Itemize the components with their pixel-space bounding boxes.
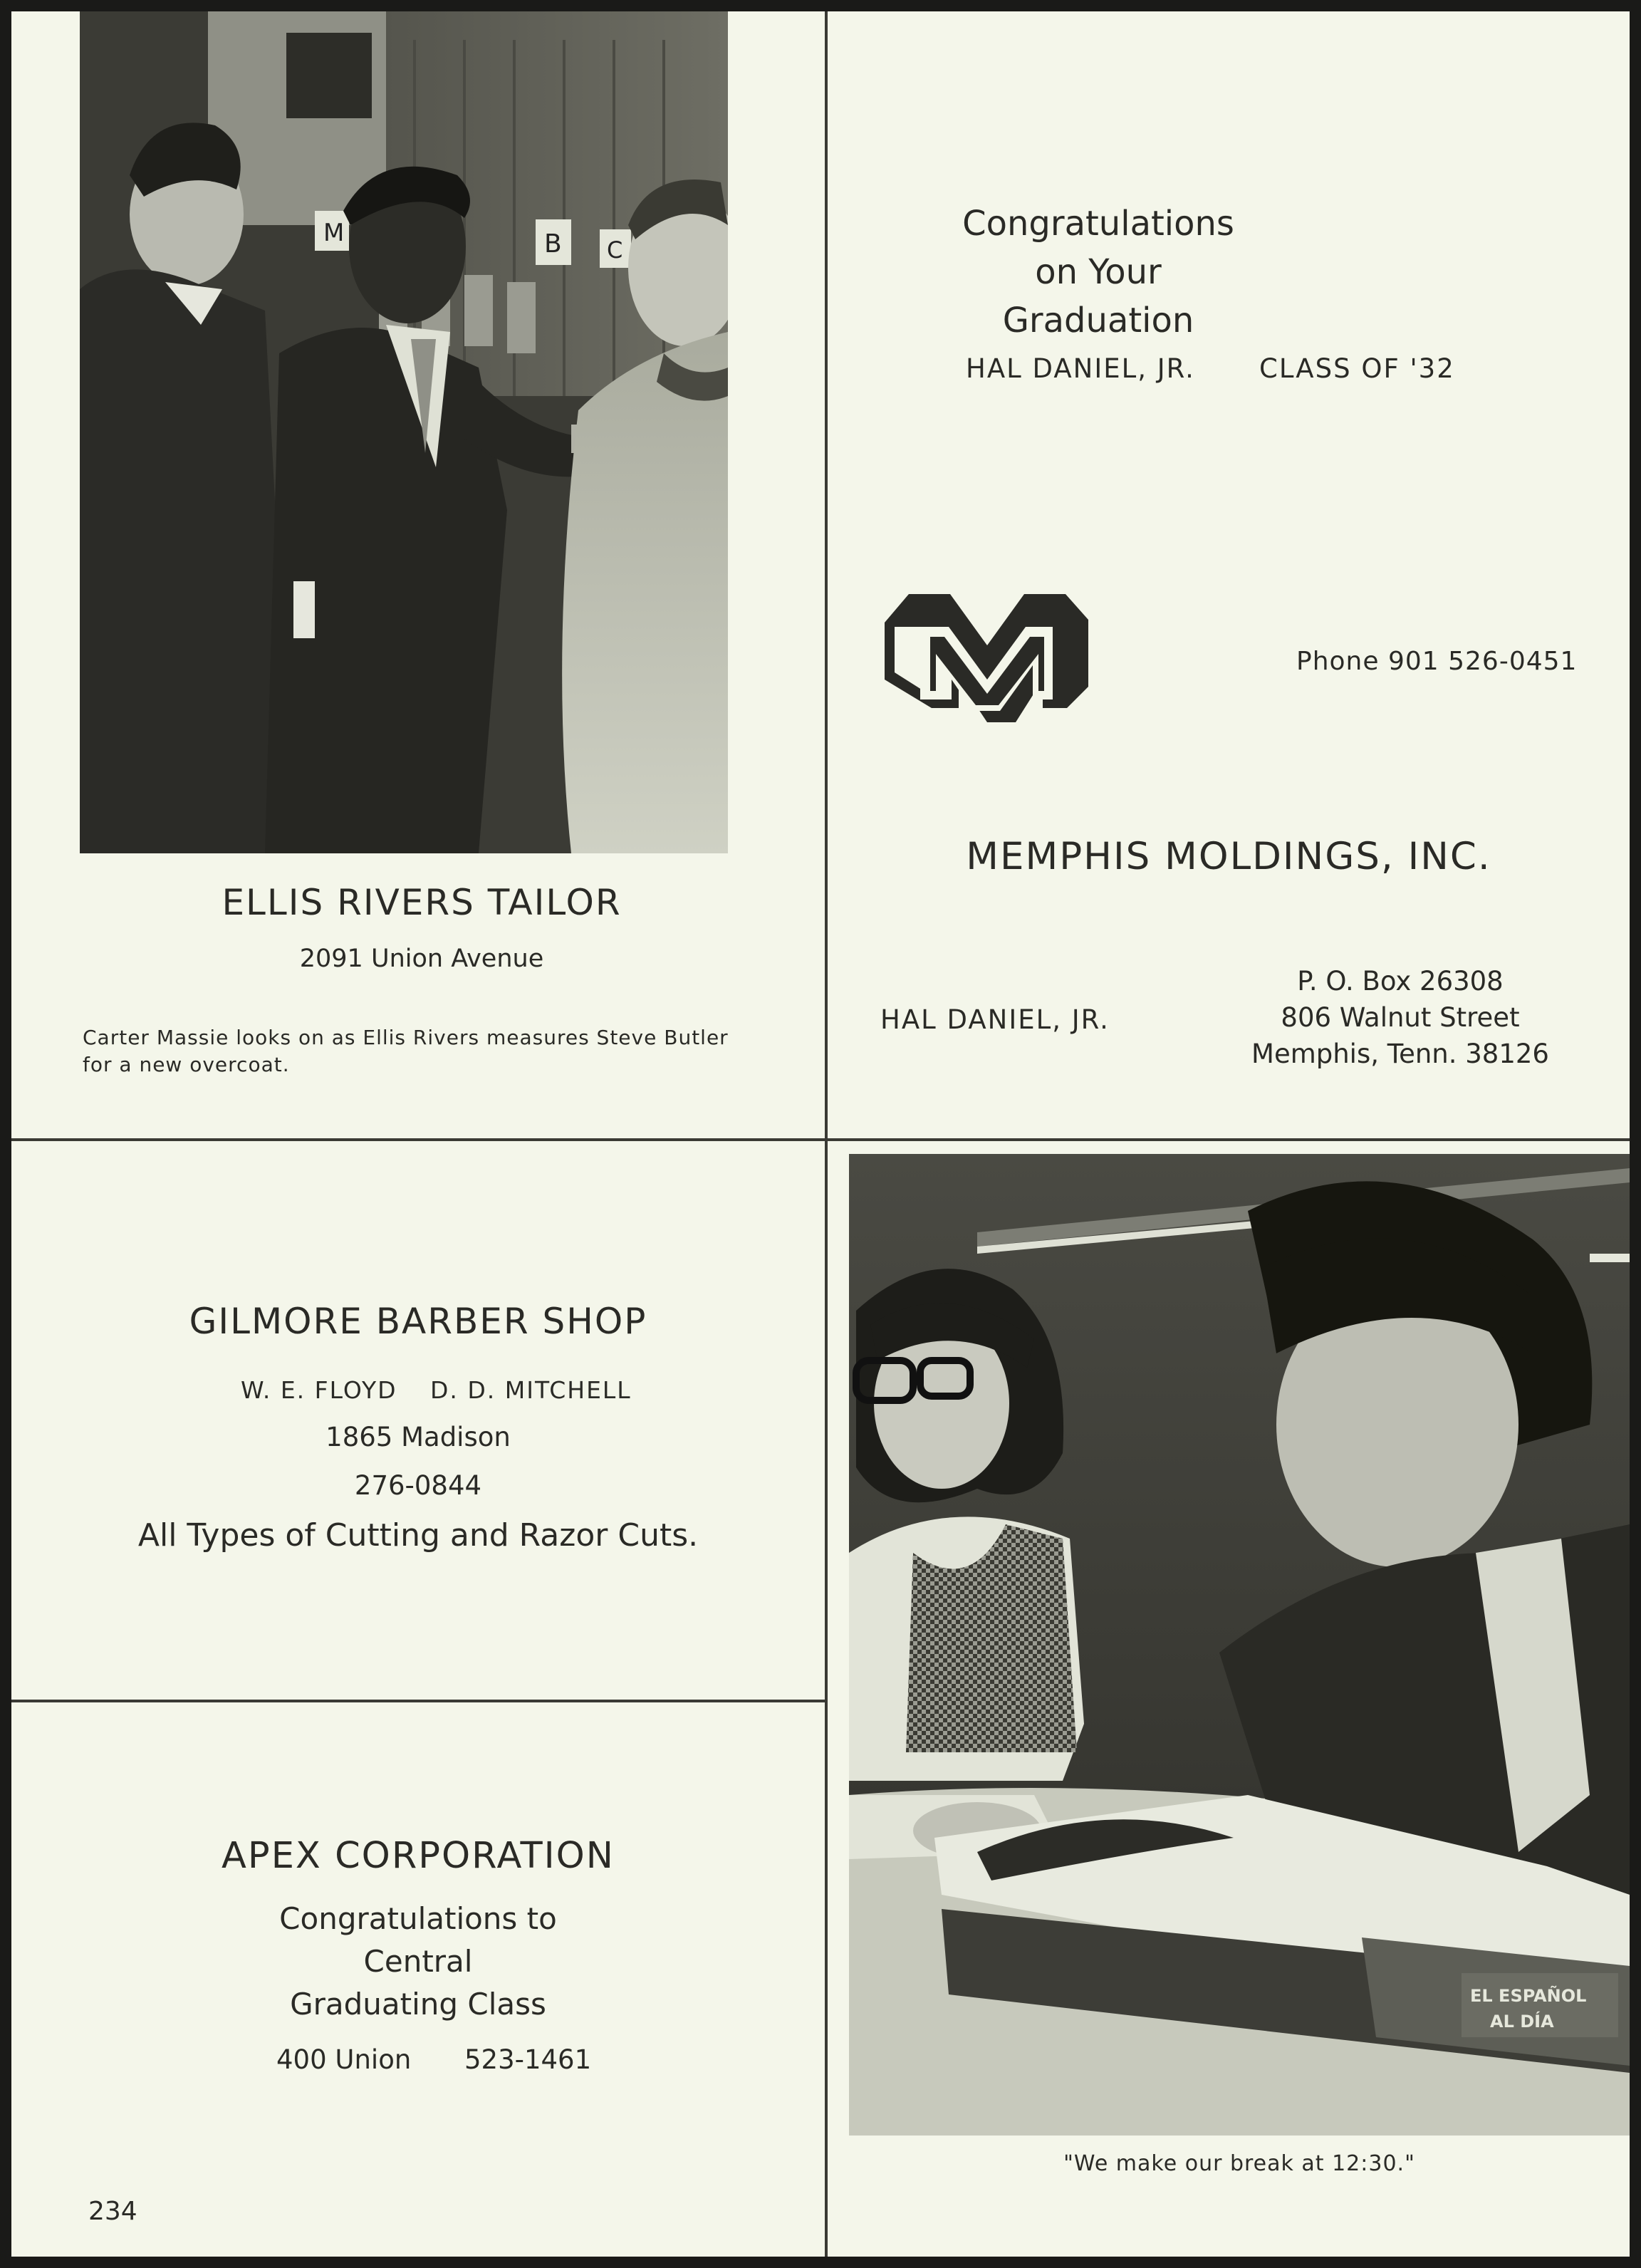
apex-congrats-block — [11, 1898, 825, 2026]
molding-po-box: P. O. Box 26308 — [1297, 966, 1504, 997]
tailor-photo — [80, 11, 728, 853]
molding-street: 806 Walnut Street — [1281, 1002, 1520, 1033]
molding-company: MEMPHIS MOLDINGS, INC. — [966, 835, 1491, 878]
page-number: 234 — [88, 2197, 137, 2226]
congrats-line-2: on Your — [1035, 252, 1162, 292]
molding-address-block — [1251, 963, 1550, 1072]
apex-line-3: Graduating Class — [290, 1987, 546, 2022]
apex-address: 400 Union — [276, 2044, 412, 2075]
barber-owner-1: W. E. FLOYD — [241, 1376, 397, 1404]
molding-contact: HAL DANIEL, JR. — [880, 1004, 1110, 1035]
book-title-line-2: AL DÍA — [1490, 2012, 1554, 2032]
molding-congrats-block — [657, 199, 1540, 345]
horizontal-divider-middle — [11, 1138, 1630, 1141]
study-photo-illustration — [849, 1154, 1630, 2136]
molding-class-of: CLASS OF '32 — [1259, 353, 1455, 384]
yearbook-page — [11, 11, 1630, 2257]
rack-sign-m: M — [323, 219, 345, 247]
congrats-line-1: Congratulations — [962, 204, 1234, 244]
study-photo-caption: "We make our break at 12:30." — [1063, 2151, 1415, 2176]
apex-name: APEX CORPORATION — [222, 1835, 615, 1877]
rack-sign-c: C — [607, 236, 623, 264]
barber-name: GILMORE BARBER SHOP — [189, 1301, 647, 1342]
barber-owner-2: D. D. MITCHELL — [430, 1376, 632, 1404]
molding-city: Memphis, Tenn. 38126 — [1251, 1039, 1549, 1069]
book-title-line-1: EL ESPAÑOL — [1470, 1986, 1587, 2006]
tailor-caption: Carter Massie looks on as Ellis Rivers measures Steve Butler for a new overcoat. — [83, 1026, 729, 1076]
tailor-name: ELLIS RIVERS TAILOR — [222, 882, 622, 923]
apex-line-1: Congratulations to — [279, 1901, 557, 1936]
barber-address: 1865 Madison — [325, 1422, 511, 1452]
barber-phone: 276-0844 — [354, 1470, 482, 1501]
congrats-line-3: Graduation — [1002, 301, 1194, 340]
mm-logo — [880, 580, 1094, 729]
molding-phone: Phone 901 526-0451 — [1296, 647, 1578, 676]
study-photo — [849, 1154, 1630, 2136]
mm-logo-text: MM — [880, 580, 882, 581]
apex-phone: 523-1461 — [464, 2044, 592, 2075]
tailor-address: 2091 Union Avenue — [299, 945, 544, 973]
vertical-divider — [825, 11, 828, 2257]
barber-tagline: All Types of Cutting and Razor Cuts. — [137, 1517, 699, 1554]
tailor-photo-illustration — [80, 11, 728, 853]
apex-line-2: Central — [363, 1944, 473, 1979]
horizontal-divider-left — [11, 1700, 826, 1702]
rack-sign-b: B — [544, 229, 562, 259]
molding-sponsor: HAL DANIEL, JR. — [966, 353, 1195, 384]
